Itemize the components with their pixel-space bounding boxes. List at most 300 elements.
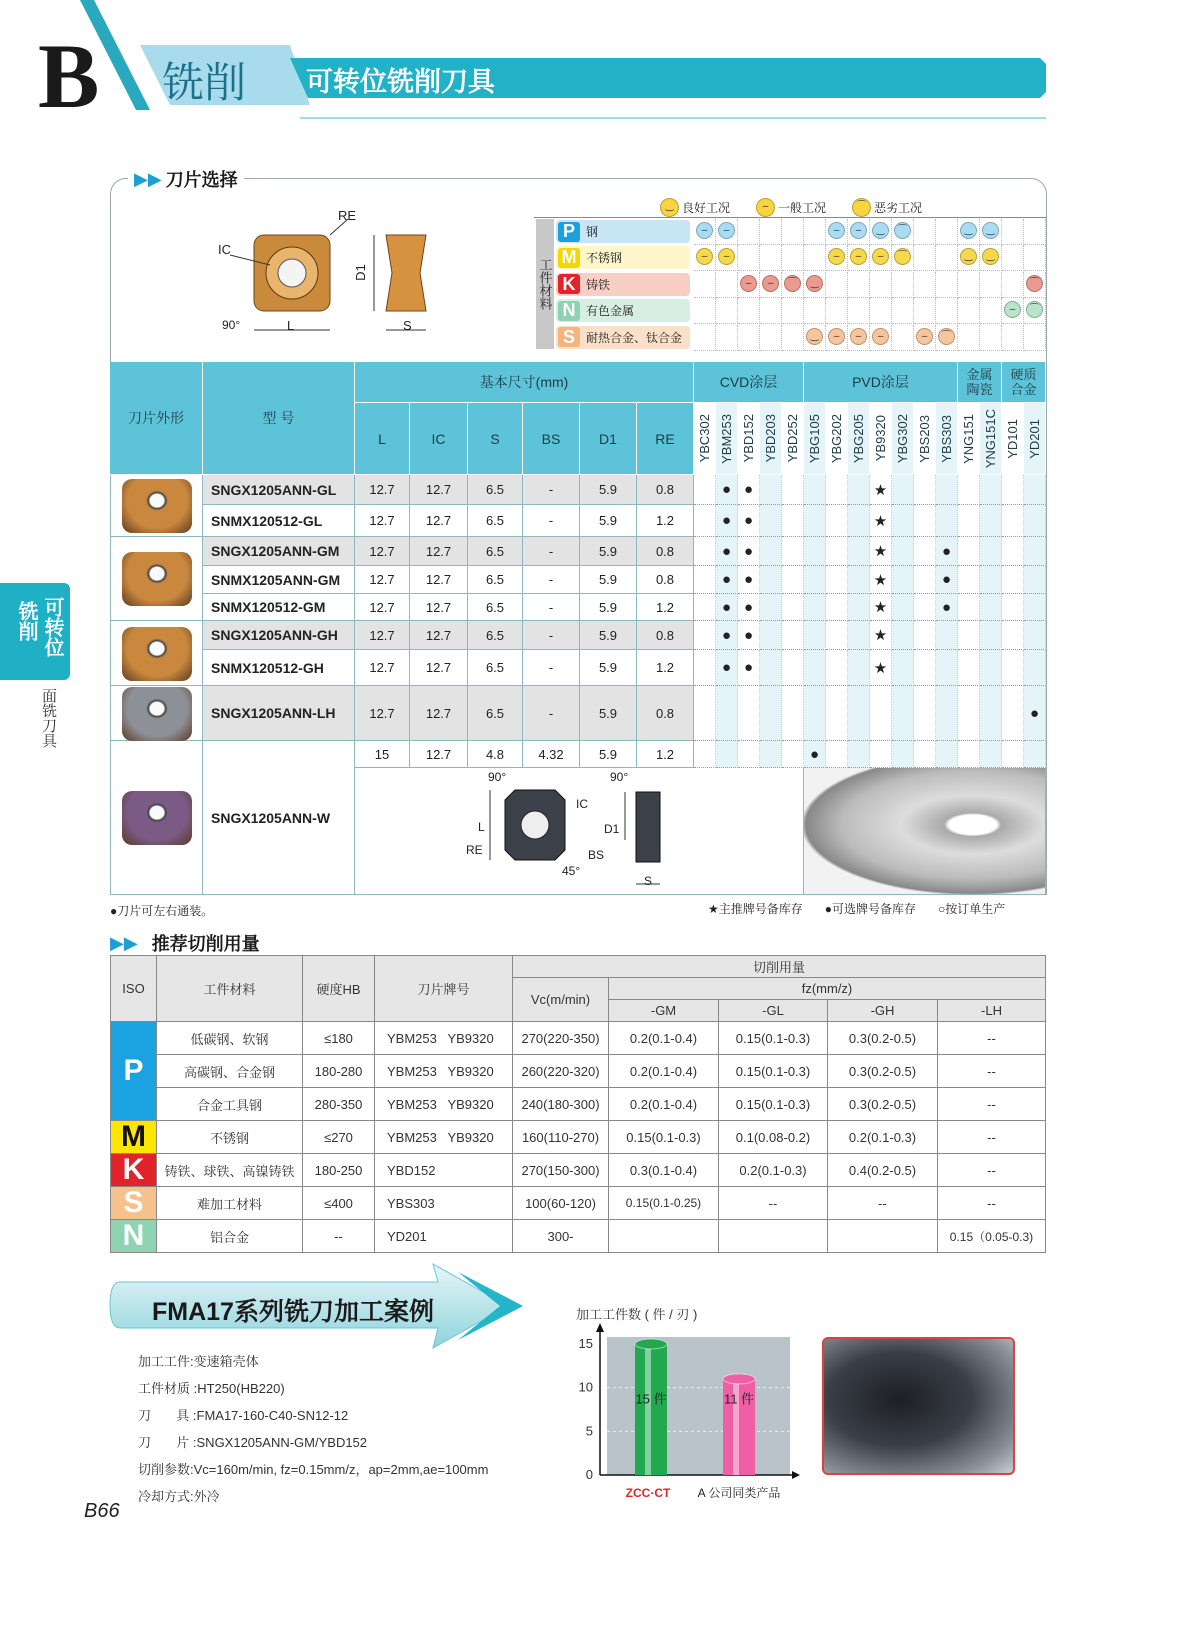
bar-highlight — [645, 1344, 651, 1475]
model-cell: SNMX120512-GM — [203, 594, 355, 621]
grade-cell — [782, 594, 804, 621]
dim-cell: 6.5 — [468, 505, 523, 537]
material-row-P — [556, 220, 690, 243]
good-face-icon: ‿ — [960, 222, 977, 239]
y-tick-label: 10 — [578, 1379, 593, 1395]
case-details — [138, 1348, 488, 1510]
grade-cell — [980, 594, 1002, 621]
header-dim-RE: RE — [637, 403, 694, 475]
cutting-cell: 合金工具钢 — [157, 1088, 303, 1121]
w-diagram-label: S — [644, 874, 653, 888]
grade-cell — [848, 566, 870, 594]
grade-cell — [1024, 475, 1046, 505]
grade-cell — [760, 621, 782, 650]
good-face-icon: ‿ — [982, 222, 999, 239]
grade-cell — [958, 594, 980, 621]
grade-cell — [782, 505, 804, 537]
case-line: 切削参数:Vc=160m/min, fz=0.15mm/z，ap=2mm,ae=100mm — [138, 1462, 489, 1477]
section-title: 刀片选择 — [165, 170, 238, 190]
grade-cell — [892, 741, 914, 768]
dim-cell: - — [523, 505, 580, 537]
matrix-cell — [958, 325, 980, 351]
dim-cell: 6.5 — [468, 566, 523, 594]
grade-name: YD201 — [1027, 418, 1042, 459]
bad-face-icon: ⌒ — [784, 275, 801, 292]
cutting-cell: -- — [938, 1121, 1046, 1154]
matrix-cell — [760, 219, 782, 245]
cutting-heading — [110, 930, 260, 956]
cutting-cell: 高碳钢、合金钢 — [157, 1055, 303, 1088]
iso-N-badge: N — [110, 1220, 157, 1253]
dot-mark: ● — [738, 621, 760, 650]
grade-cell — [782, 475, 804, 505]
grade-cell — [848, 594, 870, 621]
cutting-cell: 180-250 — [303, 1154, 375, 1187]
header-dim-BS: BS — [523, 403, 580, 475]
matrix-cell — [936, 245, 958, 271]
cutting-cell: 铸铁、球铁、高镍铸铁 — [157, 1154, 303, 1187]
matrix-cell — [694, 325, 716, 351]
grade-cell — [782, 621, 804, 650]
matrix-cell — [1024, 219, 1046, 245]
dim-cell: 12.7 — [355, 505, 410, 537]
cutting-cell — [609, 1220, 719, 1253]
grade-cell — [958, 621, 980, 650]
header-carbide: 硬质合金 — [1002, 362, 1046, 403]
cutting-cell: 0.2(0.1-0.3) — [828, 1121, 938, 1154]
grade-cell — [1024, 741, 1046, 768]
matrix-cell — [782, 245, 804, 271]
grade-cell — [1024, 650, 1046, 686]
normal-face-icon: – — [872, 248, 889, 265]
grade-cell — [694, 650, 716, 686]
cutting-cell: 不锈钢 — [157, 1121, 303, 1154]
y-axis-arrow — [596, 1323, 604, 1332]
y-tick-label: 0 — [585, 1467, 593, 1482]
model-cell: SNGX1205ANN-GL — [203, 475, 355, 505]
grade-cell — [738, 741, 760, 768]
grade-cell — [1002, 621, 1024, 650]
grade-header-YBG205 — [848, 403, 870, 475]
grade-cell — [826, 566, 848, 594]
grade-cell — [738, 686, 760, 741]
grade-cell — [980, 621, 1002, 650]
grade-header-YBG202 — [826, 403, 848, 475]
grade-cell — [958, 537, 980, 566]
dim-cell: 12.7 — [410, 621, 468, 650]
dim-cell: 12.7 — [355, 650, 410, 686]
cutter-photo — [804, 768, 1046, 895]
matrix-cell — [980, 272, 1002, 298]
dim-cell: 12.7 — [355, 594, 410, 621]
grade-cell — [1024, 566, 1046, 594]
grade-cell — [936, 686, 958, 741]
grade-header-YBC302 — [694, 403, 716, 475]
good-face-icon: ‿ — [806, 275, 823, 292]
dim-cell: - — [523, 594, 580, 621]
matrix-cell — [716, 298, 738, 324]
dim-cell: 12.7 — [410, 566, 468, 594]
dim-cell: 1.2 — [637, 505, 694, 537]
matrix-cell — [958, 298, 980, 324]
dim-cell: 12.7 — [355, 686, 410, 741]
grade-cell — [804, 621, 826, 650]
header-pvd: PVD涂层 — [804, 362, 958, 403]
s-label: S — [403, 318, 412, 333]
dim-cell: 5.9 — [580, 594, 637, 621]
matrix-cell — [936, 272, 958, 298]
grade-cell — [804, 594, 826, 621]
bad-face-icon: ⌒ — [894, 222, 911, 239]
case-line: 刀 具 :FMA17-160-C40-SN12-12 — [138, 1408, 349, 1423]
dot-mark: ● — [936, 537, 958, 566]
grade-cell — [804, 650, 826, 686]
cutting-cell: 难加工材料 — [157, 1187, 303, 1220]
grade-cell — [848, 475, 870, 505]
grade-header-YBD152 — [738, 403, 760, 475]
header-fz: fz(mm/z) — [609, 978, 1046, 1000]
grade-cell — [848, 741, 870, 768]
dim-cell: 5.9 — [580, 741, 637, 768]
matrix-cell — [1002, 219, 1024, 245]
cutting-cell: YBD152 — [375, 1154, 513, 1187]
matrix-cell — [1002, 325, 1024, 351]
grade-cell — [826, 650, 848, 686]
matrix-cell — [980, 325, 1002, 351]
section-name: 铣削 — [162, 59, 247, 106]
dim-cell: 6.5 — [468, 475, 523, 505]
double-arrow-icon: ▶▶ — [110, 932, 138, 953]
grade-cell — [782, 537, 804, 566]
dim-cell: 12.7 — [410, 537, 468, 566]
grade-cell — [694, 566, 716, 594]
cutting-cell: 180-280 — [303, 1055, 375, 1088]
page-number: B66 — [84, 1500, 120, 1522]
cutting-cell: YBM253 YB9320 — [375, 1088, 513, 1121]
grade-cell — [958, 505, 980, 537]
case-line: 刀 片 :SNGX1205ANN-GM/YBD152 — [138, 1435, 368, 1450]
matrix-cell — [716, 272, 738, 298]
grade-cell — [760, 686, 782, 741]
dot-mark: ● — [738, 537, 760, 566]
matrix-cell — [1024, 325, 1046, 351]
cutting-cell: 160(110-270) — [513, 1121, 609, 1154]
dim-cell: 12.7 — [410, 475, 468, 505]
matrix-cell — [870, 298, 892, 324]
side-tab-label: 铣削 — [15, 601, 37, 641]
cutting-cell — [828, 1220, 938, 1253]
cutting-cell: 低碳钢、软钢 — [157, 1022, 303, 1055]
cutting-cell: -- — [938, 1088, 1046, 1121]
dim-cell: 5.9 — [580, 650, 637, 686]
good-face-icon: ‿ — [660, 198, 679, 217]
dim-cell: 12.7 — [355, 566, 410, 594]
grade-header-YBD203 — [760, 403, 782, 475]
matrix-cell — [892, 298, 914, 324]
matrix-cell — [804, 298, 826, 324]
grade-cell — [826, 594, 848, 621]
grade-cell — [914, 505, 936, 537]
dot-mark: ● — [716, 537, 738, 566]
star-mark: ★ — [870, 475, 892, 505]
cutting-cell: 0.2(0.1-0.4) — [609, 1055, 719, 1088]
grade-cell — [694, 741, 716, 768]
grade-cell — [936, 650, 958, 686]
dim-cell: 12.7 — [410, 650, 468, 686]
material-row-K — [556, 273, 690, 296]
matrix-cell — [760, 245, 782, 271]
grade-name: YBG302 — [895, 413, 910, 464]
dim-cell: - — [523, 566, 580, 594]
dim-cell: 1.2 — [637, 594, 694, 621]
dot-mark: ● — [738, 650, 760, 686]
normal-face-icon: – — [850, 222, 867, 239]
insert-image — [122, 627, 192, 681]
star-mark: ★ — [870, 621, 892, 650]
dim-cell: 12.7 — [355, 537, 410, 566]
grade-header-YD201 — [1024, 403, 1046, 475]
matrix-cell — [1002, 245, 1024, 271]
matrix-cell — [694, 298, 716, 324]
legend-bad: 恶劣工况 — [874, 201, 923, 215]
grade-cell — [826, 741, 848, 768]
dim-cell: 6.5 — [468, 686, 523, 741]
grade-header-YB9320 — [870, 403, 892, 475]
side-tab-label-2: 可转位 — [41, 597, 63, 657]
dim-cell: - — [523, 650, 580, 686]
grade-name: YBG202 — [829, 413, 844, 464]
model-cell: SNGX1205ANN-W — [203, 741, 355, 895]
dim-cell: 5.9 — [580, 505, 637, 537]
grade-cell — [980, 686, 1002, 741]
grade-cell — [1002, 537, 1024, 566]
matrix-cell — [1002, 272, 1024, 298]
grade-cell — [980, 566, 1002, 594]
normal-face-icon: – — [696, 248, 713, 265]
cutting-cell: 0.3(0.2-0.5) — [828, 1022, 938, 1055]
ic-label: IC — [218, 242, 231, 257]
note-left: ●刀片可左右通装。 — [110, 904, 214, 918]
section-title: 推荐切削用量 — [151, 934, 260, 954]
grade-cell — [980, 475, 1002, 505]
header-basic-dims: 基本尺寸(mm) — [355, 362, 694, 403]
matrix-cell — [848, 272, 870, 298]
grade-header-YD101 — [1002, 403, 1024, 475]
dim-cell: 12.7 — [410, 505, 468, 537]
grade-cell — [760, 475, 782, 505]
dim-cell: 6.5 — [468, 537, 523, 566]
grade-cell — [958, 686, 980, 741]
header-series--LH: -LH — [938, 1000, 1046, 1022]
grade-name: YBS203 — [917, 414, 932, 463]
grade-cell — [892, 650, 914, 686]
iso-S-badge: S — [110, 1187, 157, 1220]
grade-name: YBG105 — [807, 413, 822, 464]
bad-face-icon: ⌒ — [938, 328, 955, 345]
grade-cell — [870, 741, 892, 768]
header-iso: ISO — [110, 955, 157, 1022]
double-arrow-icon: ▶▶ — [134, 168, 162, 189]
grade-cell — [936, 741, 958, 768]
normal-face-icon: – — [696, 222, 713, 239]
material-row-M — [556, 246, 690, 269]
grade-header-YNG151C — [980, 403, 1002, 475]
star-mark: ★ — [870, 650, 892, 686]
grade-cell — [958, 741, 980, 768]
cutting-cell: 270(220-350) — [513, 1022, 609, 1055]
grade-cell — [892, 505, 914, 537]
iso-K-badge: K — [558, 274, 580, 294]
dim-cell: 0.8 — [637, 537, 694, 566]
grade-cell — [782, 566, 804, 594]
cutting-cell: YBM253 YB9320 — [375, 1022, 513, 1055]
grade-name: YBD203 — [763, 414, 778, 463]
dot-mark: ● — [716, 475, 738, 505]
side-tab[interactable] — [0, 583, 70, 680]
grade-cell — [760, 594, 782, 621]
bar-cap — [635, 1339, 667, 1349]
matrix-cell — [936, 219, 958, 245]
grade-cell — [760, 537, 782, 566]
header-dim-S: S — [468, 403, 523, 475]
grade-header-YBS303 — [936, 403, 958, 475]
cutting-cell: 0.15（0.05-0.3) — [938, 1220, 1046, 1253]
grade-cell — [958, 650, 980, 686]
grade-cell — [892, 621, 914, 650]
grade-cell — [914, 621, 936, 650]
normal-face-icon: – — [828, 248, 845, 265]
legend-circle: ○按订单生产 — [938, 902, 1006, 916]
grade-cell — [914, 475, 936, 505]
good-face-icon: ‿ — [982, 248, 999, 265]
dim-cell: 5.9 — [580, 686, 637, 741]
grade-cell — [980, 537, 1002, 566]
grade-cell — [892, 537, 914, 566]
grade-cell — [870, 686, 892, 741]
model-cell: SNGX1205ANN-GM — [203, 537, 355, 566]
matrix-cell — [738, 245, 760, 271]
grade-name: YB9320 — [873, 415, 888, 462]
stock-legend — [708, 900, 1005, 917]
angle-label: 90° — [222, 318, 241, 332]
grade-cell — [804, 566, 826, 594]
dim-cell: 0.8 — [637, 475, 694, 505]
grade-cell — [826, 686, 848, 741]
plot-background — [607, 1337, 790, 1475]
iso-M-badge: M — [110, 1121, 157, 1154]
iso-N-badge: N — [558, 301, 580, 321]
grade-cell — [1002, 650, 1024, 686]
header-vc: Vc(m/min) — [513, 978, 609, 1022]
matrix-cell — [782, 298, 804, 324]
matrix-cell — [782, 219, 804, 245]
header-series--GH: -GH — [828, 1000, 938, 1022]
normal-face-icon: – — [872, 328, 889, 345]
grade-name: YNG151C — [983, 408, 998, 469]
dim-cell: - — [523, 621, 580, 650]
insert-image — [122, 479, 192, 533]
dim-cell: 12.7 — [410, 686, 468, 741]
normal-face-icon: – — [850, 328, 867, 345]
dim-cell: 12.7 — [410, 594, 468, 621]
grade-cell — [694, 475, 716, 505]
matrix-cell — [914, 219, 936, 245]
grade-cell — [760, 650, 782, 686]
material-name: 有色金属 — [586, 304, 635, 319]
cutting-cell: 0.2(0.1-0.4) — [609, 1022, 719, 1055]
matrix-cell — [870, 272, 892, 298]
case-line: 冷却方式:外冷 — [138, 1489, 220, 1504]
grade-name: YBS303 — [939, 414, 954, 463]
workpiece-photo — [822, 1337, 1015, 1475]
grade-cell — [694, 686, 716, 741]
matrix-cell — [848, 298, 870, 324]
data-label: 15 件 — [635, 1391, 667, 1407]
legend-dot: ●可选牌号备库存 — [824, 902, 917, 916]
legend-good: 良好工况 — [682, 201, 731, 215]
cutting-cell: YBM253 YB9320 — [375, 1121, 513, 1154]
matrix-cell — [980, 298, 1002, 324]
grade-cell — [848, 537, 870, 566]
dot-mark: ● — [936, 594, 958, 621]
grade-cell — [716, 686, 738, 741]
w-diagram-label: IC — [576, 797, 588, 811]
iso-M-badge: M — [558, 248, 580, 268]
cutting-cell: ≤270 — [303, 1121, 375, 1154]
matrix-cell — [760, 325, 782, 351]
cutting-cell: 0.2(0.1-0.3) — [719, 1154, 828, 1187]
chapter-letter: B — [38, 25, 100, 127]
grade-cell — [694, 537, 716, 566]
bad-face-icon: ⌒ — [1026, 275, 1043, 292]
cutting-cell: -- — [938, 1022, 1046, 1055]
grade-header-YBD252 — [782, 403, 804, 475]
good-face-icon: ‿ — [872, 222, 889, 239]
grade-cell — [782, 741, 804, 768]
dot-mark: ● — [738, 505, 760, 537]
cutting-cell: 0.3(0.2-0.5) — [828, 1055, 938, 1088]
grade-cell — [760, 741, 782, 768]
y-tick-label: 5 — [585, 1423, 593, 1439]
cutting-cell: 0.1(0.08-0.2) — [719, 1121, 828, 1154]
grade-cell — [980, 650, 1002, 686]
w-diagram-label: D1 — [604, 822, 620, 836]
cutting-cell: -- — [938, 1055, 1046, 1088]
header-series--GM: -GM — [609, 1000, 719, 1022]
header-model: 型 号 — [203, 362, 355, 475]
dot-mark: ● — [804, 741, 826, 768]
header-cvd: CVD涂层 — [694, 362, 804, 403]
grade-cell — [760, 505, 782, 537]
matrix-cell — [716, 325, 738, 351]
cutting-cell: 0.15(0.1-0.3) — [719, 1055, 828, 1088]
cutting-cell: 0.15(0.1-0.25) — [609, 1187, 719, 1220]
header-cermet: 金属陶瓷 — [958, 362, 1002, 403]
page-title: 可转位铣削刀具 — [306, 67, 495, 97]
grade-name: YNG151 — [961, 413, 976, 464]
normal-face-icon: – — [762, 275, 779, 292]
dim-cell: 5.9 — [580, 566, 637, 594]
side-sub-label: 面铣刀具 — [40, 688, 57, 748]
matrix-cell — [914, 245, 936, 271]
dim-cell: 5.9 — [580, 475, 637, 505]
model-cell: SNGX1205ANN-LH — [203, 686, 355, 741]
normal-face-icon: – — [850, 248, 867, 265]
grade-cell — [914, 594, 936, 621]
cutting-cell: -- — [828, 1187, 938, 1220]
condition-legend — [660, 198, 922, 217]
matrix-cell — [738, 219, 760, 245]
